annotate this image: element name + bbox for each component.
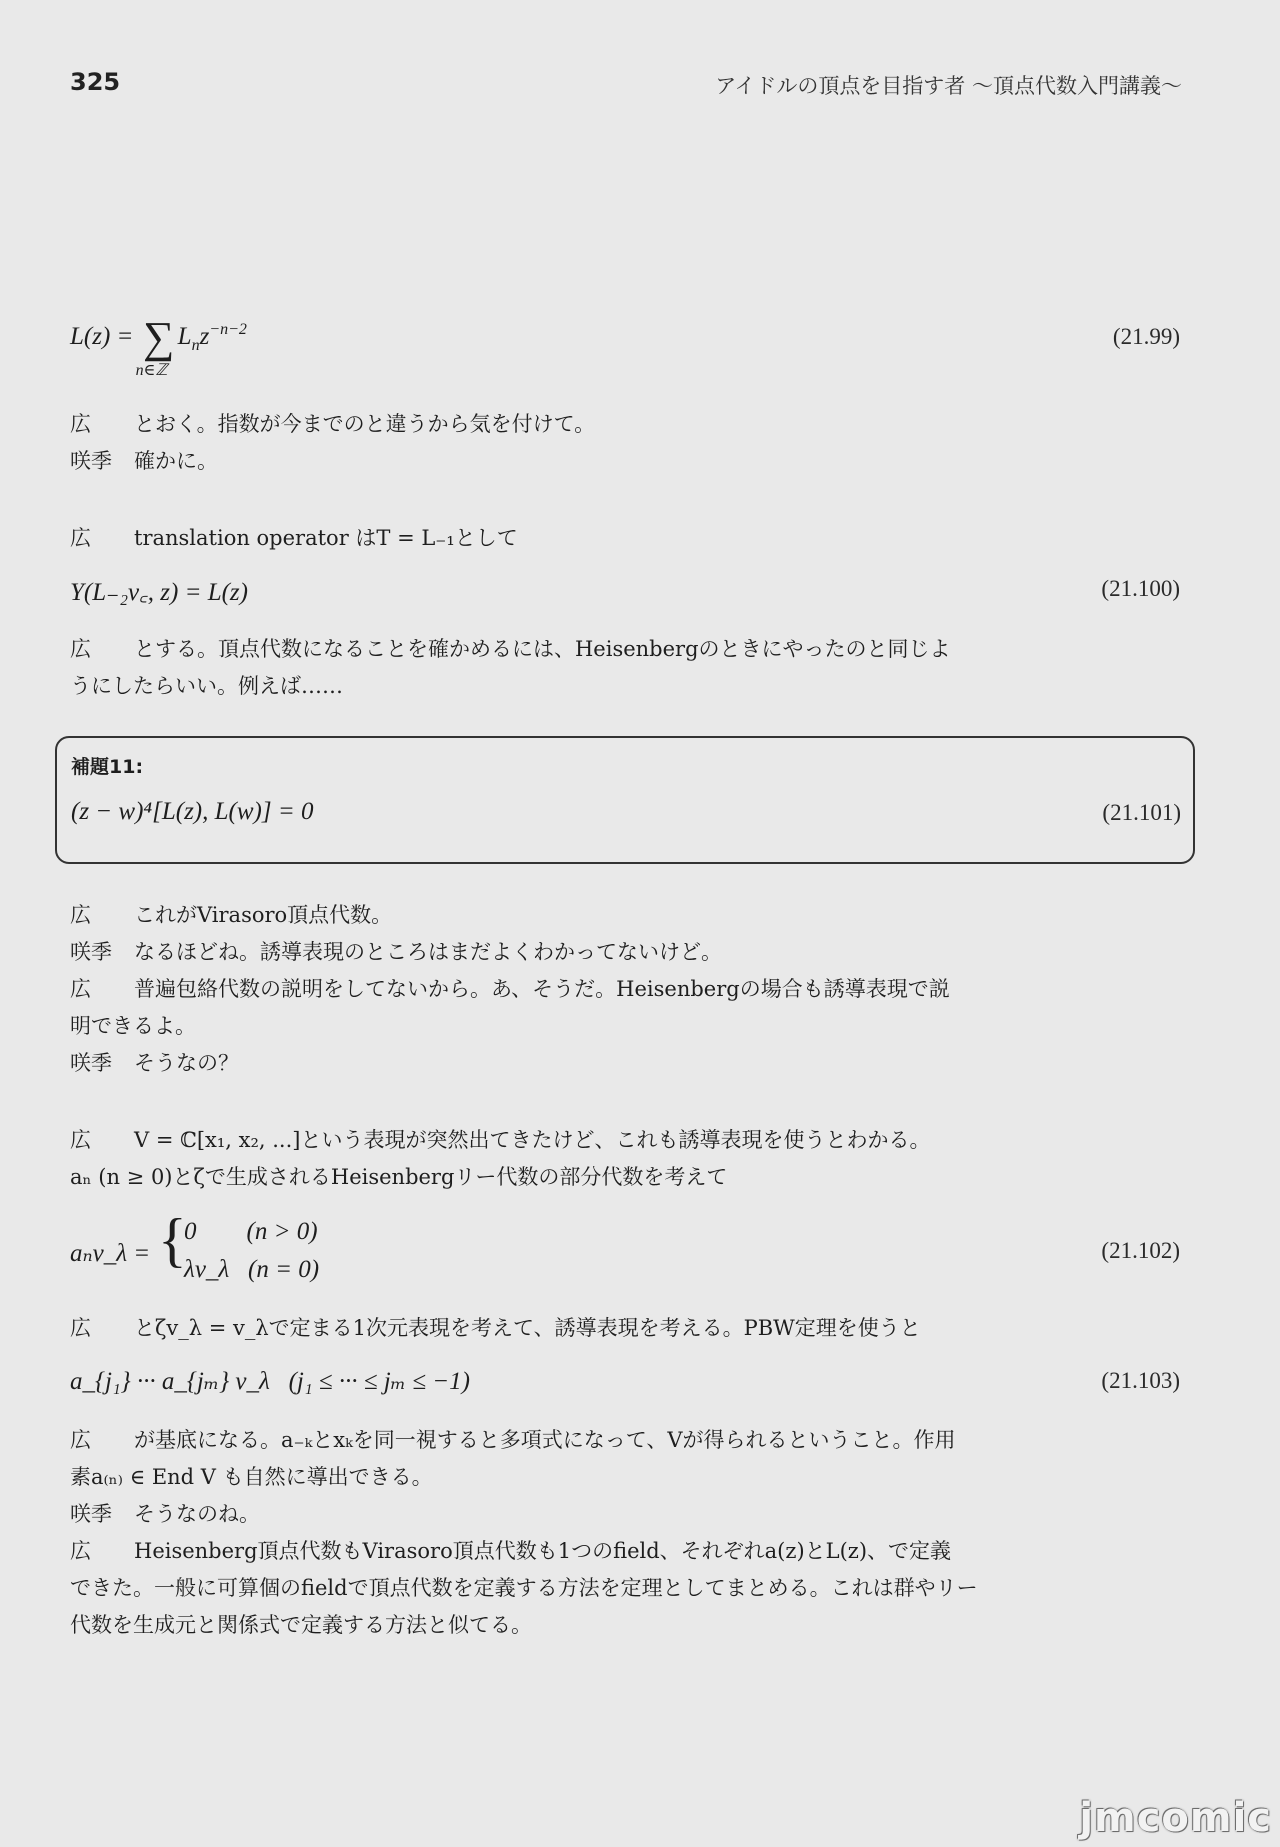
speaker: 広 [70, 903, 91, 927]
line-text: とζv_λ = v_λで定まる1次元表現を考えて、誘導表現を考える。PBW定理を使うと [134, 1316, 921, 1340]
dialogue-line [70, 1159, 727, 1195]
dialogue-line [70, 1045, 239, 1081]
equation-body: (z − w)⁴[L(z), L(w)] = 0 [71, 798, 314, 825]
line-text: うにしたらいい。例えば…… [70, 674, 343, 698]
line-text: Heisenberg頂点代数もVirasoro頂点代数も1つのfield、それぞれa(z)とL(z)、で定義 [134, 1539, 952, 1563]
equation-number: (21.103) [1101, 1368, 1180, 1393]
equation-number: (21.100) [1101, 576, 1180, 601]
dialogue-line [70, 1008, 196, 1044]
equation-lhs: aₙv_λ = [70, 1240, 151, 1267]
speaker: 咲季 [70, 1502, 112, 1526]
sum-index: n∈ℤ [135, 362, 168, 379]
speaker: 広 [70, 1128, 91, 1152]
dialogue-line [70, 668, 343, 704]
case-zero: λv_λ (n = 0) [184, 1256, 320, 1283]
line-text: translation operator はT = L₋₁として [134, 526, 518, 550]
equation-21-102 [70, 1207, 1180, 1298]
speaker: 広 [70, 637, 91, 661]
speaker: 広 [70, 412, 91, 436]
sum-symbol: ∑ n∈ℤ [135, 313, 175, 379]
dialogue-line [70, 1459, 433, 1495]
equation-21-103 [70, 1366, 1180, 1426]
line-text: そうなのね。 [134, 1502, 260, 1526]
equation-21-99 [70, 312, 1180, 392]
line-text: 明できるよ。 [70, 1014, 196, 1038]
sum-variable: z [199, 323, 210, 350]
dialogue-line [70, 1422, 956, 1458]
speaker: 広 [70, 1316, 91, 1340]
equation-lhs: L(z) = [70, 323, 140, 350]
equation-number: (21.99) [1112, 324, 1180, 349]
line-text: が基底になる。a₋ₖとxₖを同一視すると多項式になって、Vが得られるということ。作用 [134, 1428, 956, 1452]
sum-exponent: −n−2 [209, 321, 247, 338]
dialogue-line [70, 443, 218, 479]
dialogue-line [70, 1570, 978, 1606]
line-text: できた。一般に可算個のfieldで頂点代数を定義する方法を定理としてまとめる。これは群やリー [70, 1576, 978, 1600]
equation-number: (21.101) [1102, 800, 1181, 825]
line-text: これがVirasoro頂点代数。 [134, 903, 393, 927]
dialogue-line [70, 1122, 930, 1158]
line-text: とする。頂点代数になることを確かめるには、Heisenbergのときにやったのと同じよ [134, 637, 951, 661]
speaker: 咲季 [70, 1051, 112, 1075]
dialogue-line [70, 971, 950, 1007]
sum-term-subscript: n [191, 337, 200, 354]
line-text: V = ℂ[x₁, x₂, ...]という表現が突然出てきたけど、これも誘導表現を使うとわかる。 [134, 1128, 931, 1152]
dialogue-line [70, 897, 392, 933]
dialogue-line [70, 1607, 532, 1643]
page-number: 325 [70, 68, 121, 96]
line-text: 確かに。 [134, 449, 218, 473]
sum-term: L [177, 323, 192, 350]
speaker: 広 [70, 1539, 91, 1563]
watermark-logo: jmcomic [1079, 1795, 1272, 1841]
cases-brace: { [158, 1207, 187, 1273]
speaker: 広 [70, 526, 91, 550]
speaker: 咲季 [70, 940, 112, 964]
line-text: なるほどね。誘導表現のところはまだよくわかってないけど。 [134, 940, 722, 964]
lemma-title: 補題11: [71, 756, 144, 778]
speaker: 広 [70, 1428, 91, 1452]
line-text: aₙ (n ≥ 0)とζで生成されるHeisenbergリー代数の部分代数を考えて [70, 1165, 728, 1189]
line-text: そうなの？ [134, 1051, 239, 1075]
speaker: 咲季 [70, 449, 112, 473]
dialogue-line [70, 1496, 260, 1532]
case-positive: 0 (n > 0) [184, 1218, 318, 1245]
line-text: 素a₍ₙ₎ ∈ End V も自然に導出できる。 [70, 1465, 433, 1489]
dialogue-line [70, 406, 595, 442]
dialogue-line [70, 631, 951, 667]
equation-21-101 [71, 798, 1181, 858]
equation-number: (21.102) [1101, 1238, 1180, 1263]
line-text: 代数を生成元と関係式で定義する方法と似てる。 [70, 1613, 532, 1637]
equation-21-100 [70, 574, 1180, 634]
lemma-box [55, 736, 1195, 864]
dialogue-line [70, 1533, 951, 1569]
dialogue-line [70, 1310, 921, 1346]
speaker: 広 [70, 977, 91, 1001]
line-text: とおく。指数が今までのと違うから気を付けて。 [134, 412, 596, 436]
equation-body: a_{j₁} ··· a_{jₘ} v_λ (j₁ ≤ ··· ≤ jₘ ≤ −1) [70, 1368, 470, 1395]
running-title: アイドルの頂点を目指す者 〜頂点代数入門講義〜 [715, 74, 1182, 98]
line-text: 普遍包絡代数の説明をしてないから。あ、そうだ。Heisenbergの場合も誘導表現で説 [134, 977, 950, 1001]
equation-body: Y(L₋₂v꜀, z) = L(z) [70, 579, 248, 606]
dialogue-line [70, 520, 518, 556]
dialogue-line [70, 934, 722, 970]
